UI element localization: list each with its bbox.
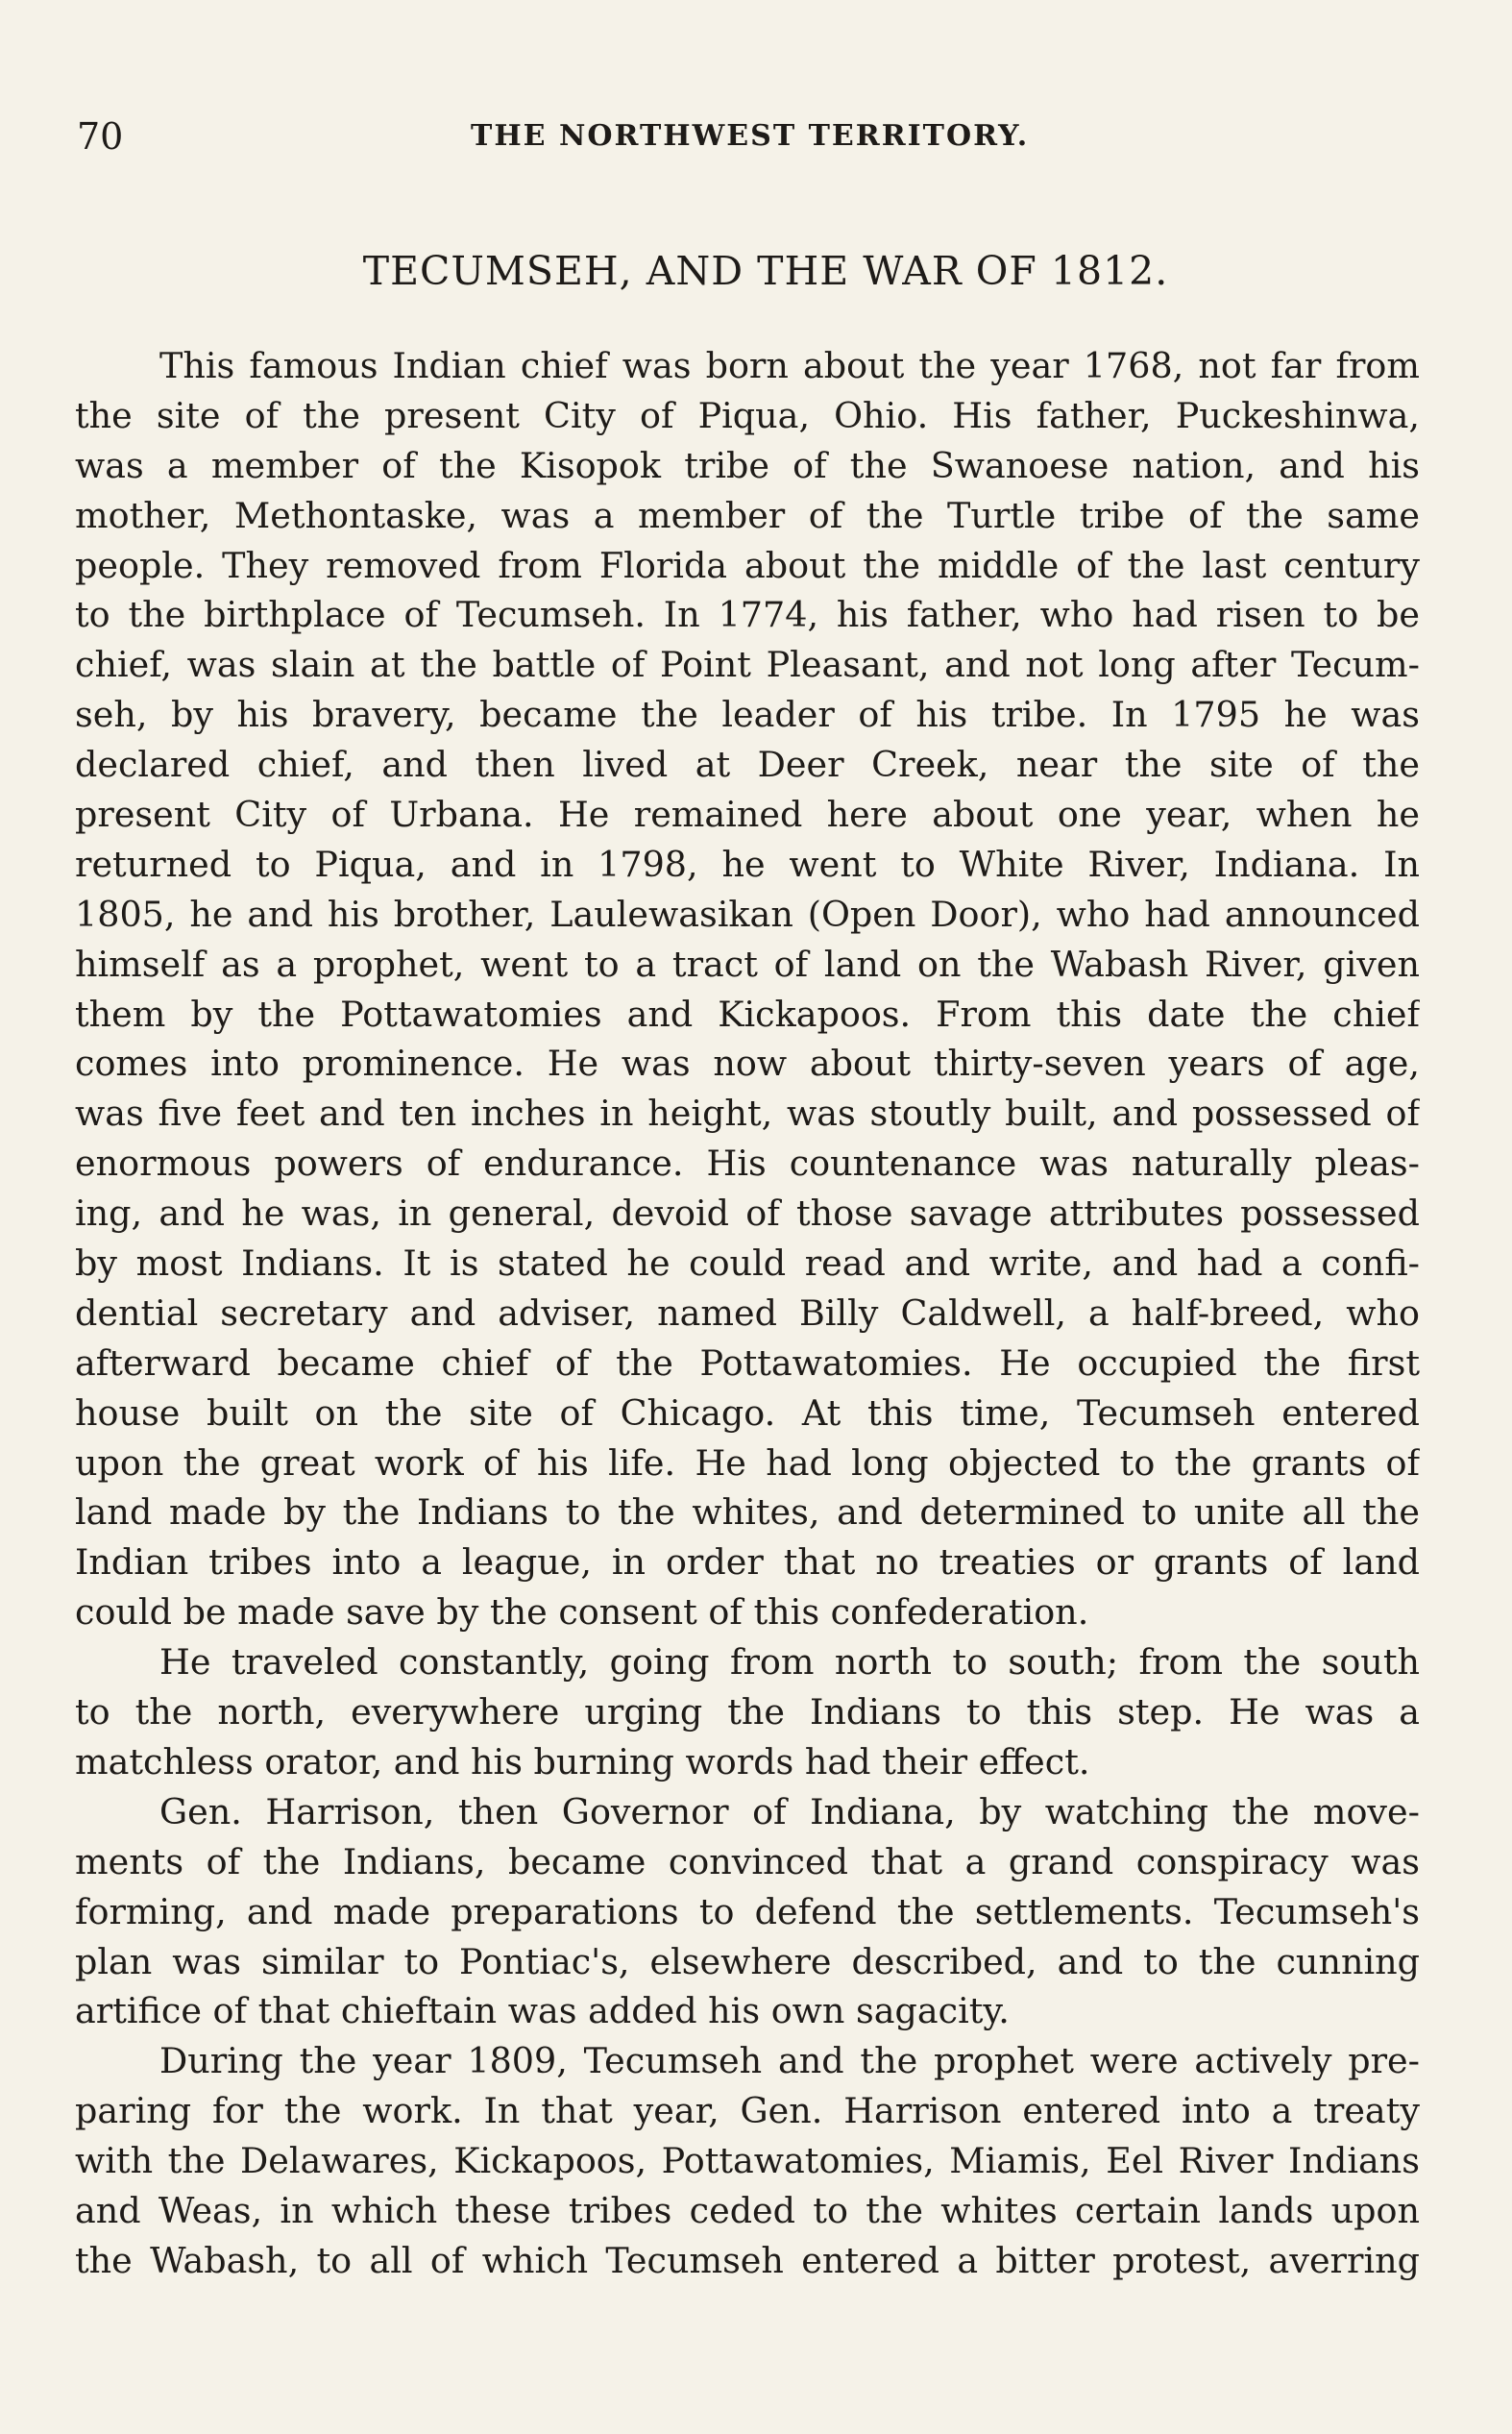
text-line: to the birthplace of Tecumseh. In 1774, his father, who had risen to be [75,594,1420,636]
text-line: 1805, he and his brother, Laulewasikan (Open Door), who had announced [75,893,1420,935]
paragraph [75,1787,1420,2036]
paragraph [75,341,1420,1637]
text-line: forming, and made preparations to defend the settlements. Tecumseh's [75,1890,1420,1932]
body-text [75,341,1420,2286]
text-line: house built on the site of Chicago. At this time, Tecumseh entered [75,1391,1420,1434]
text-line: upon the great work of his life. He had long objected to the grants of [75,1441,1420,1484]
text-line: ments of the Indians, became convinced that a grand conspiracy was [75,1840,1420,1882]
text-line: was five feet and ten inches in height, was stoutly built, and possessed of [75,1093,1420,1135]
text-line: matchless orator, and his burning words had their effect. [75,1740,1090,1782]
text-line: them by the Pottawatomies and Kickapoos. From this date the chief [75,993,1420,1035]
text-line: dential secretary and adviser, named Billy Caldwell, a half-breed, who [75,1291,1420,1334]
text-line: seh, by his bravery, became the leader of his tribe. In 1795 he was [75,694,1420,736]
text-line: could be made save by the consent of this confederation. [75,1591,1089,1634]
running-title: THE NORTHWEST TERRITORY. [471,119,1030,153]
text-line: by most Indians. It is stated he could read and write, and had a confi- [75,1242,1420,1285]
text-line: with the Delawares, Kickapoos, Pottawatomies, Miamis, Eel River Indians [75,2140,1420,2182]
text-line: afterward became chief of the Pottawatomies. He occupied the first [75,1341,1420,1384]
text-line: and Weas, in which these tribes ceded to the whites certain lands upon [75,2189,1420,2231]
running-head [77,108,1422,165]
paragraph [75,1637,1420,1787]
chapter-title: TECUMSEH, AND THE WAR OF 1812. [362,248,1169,294]
text-line: Indian tribes into a league, in order that no treaties or grants of land [75,1541,1420,1584]
text-line: artifice of that chieftain was added his own sagacity. [75,1990,1010,2032]
text-line: Gen. Harrison, then Governor of Indiana, by watching the move- [159,1790,1420,1832]
text-line: returned to Piqua, and in 1798, he went to White River, Indiana. In [75,843,1420,885]
text-line: was a member of the Kisopok tribe of the Swanoese nation, and his [75,444,1420,486]
text-line: paring for the work. In that year, Gen. Harrison entered into a treaty [75,2090,1420,2132]
text-line: chief, was slain at the battle of Point Pleasant, and not long after Tecum- [75,644,1420,686]
page-number: 70 [77,115,124,158]
text-line: the site of the present City of Piqua, Ohio. His father, Puckeshinwa, [75,394,1420,436]
text-line: ing, and he was, in general, devoid of those savage attributes possessed [75,1192,1420,1235]
text-line: During the year 1809, Tecumseh and the prophet were actively pre- [159,2040,1420,2082]
text-line: mother, Methontaske, was a member of the Turtle tribe of the same [75,494,1420,536]
text-line: plan was similar to Pontiac's, elsewhere described, and to the cunning [75,1940,1420,1982]
text-line: present City of Urbana. He remained here about one year, when he [75,794,1420,836]
text-line: land made by the Indians to the whites, and determined to unite all the [75,1491,1420,1534]
text-line: the Wabash, to all of which Tecumseh entered a bitter protest, averring [75,2239,1420,2281]
text-line: declared chief, and then lived at Deer Creek, near the site of the [75,744,1420,786]
text-line: This famous Indian chief was born about the year 1768, not far from [159,345,1420,386]
text-line: to the north, everywhere urging the Indians to this step. He was a [75,1691,1420,1733]
paragraph [75,2036,1420,2285]
text-line: people. They removed from Florida about the middle of the last century [75,544,1420,586]
text-line: He traveled constantly, going from north to south; from the south [159,1641,1420,1684]
text-line: himself as a prophet, went to a tract of land on the Wabash River, given [75,943,1420,985]
text-line: comes into prominence. He was now about thirty-seven years of age, [75,1043,1420,1085]
text-line: enormous powers of endurance. His countenance was naturally pleas- [75,1143,1420,1185]
